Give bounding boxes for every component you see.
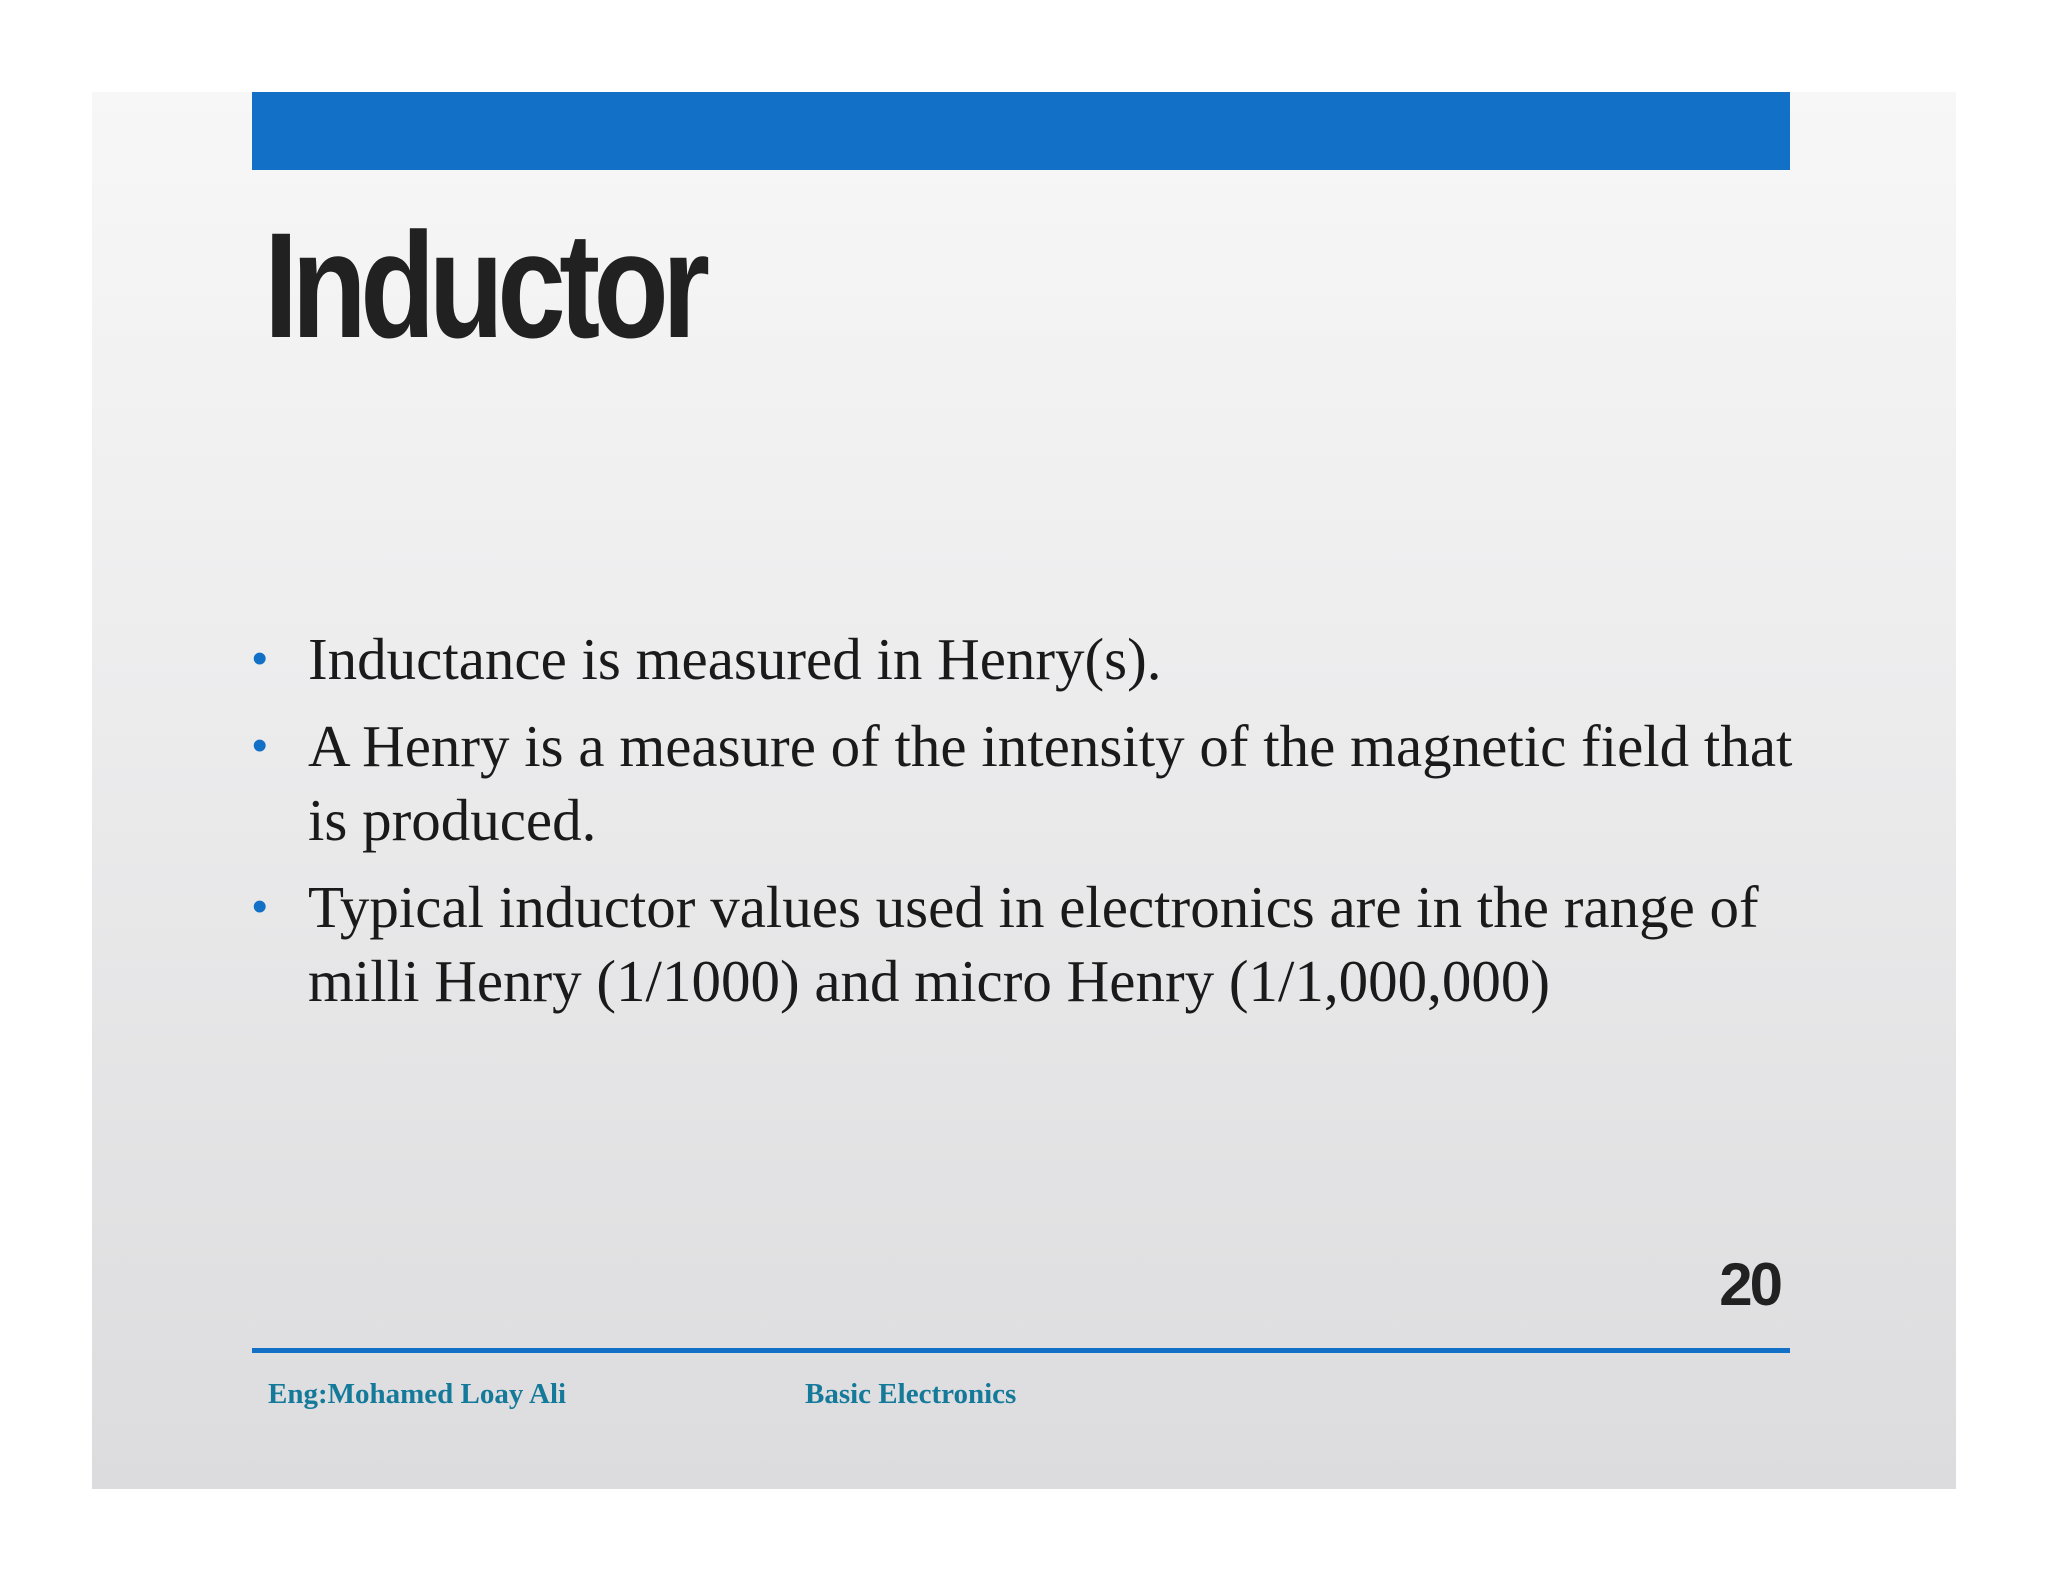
bullet-item: [252, 870, 1812, 1018]
bullet-item: [252, 709, 1812, 857]
bullet-icon: •: [252, 882, 268, 931]
footer-course: Basic Electronics: [805, 1378, 1017, 1410]
page-number: 20: [1719, 1251, 1780, 1318]
bullet-icon: •: [252, 721, 268, 770]
bullet-text: A Henry is a measure of the intensity of the magnetic field that is produced.: [308, 713, 1793, 853]
footer-author: Eng:Mohamed Loay Ali: [268, 1378, 567, 1410]
bullet-list: [252, 622, 1812, 1031]
bullet-text: Typical inductor values used in electronics are in the range of milli Henry (1/1000) and micro Henry (1/1,000,000): [308, 874, 1759, 1014]
bullet-text: Inductance is measured in Henry(s).: [308, 626, 1162, 692]
slide: [92, 92, 1956, 1489]
slide-title: Inductor: [264, 201, 704, 369]
footer-divider: [252, 1348, 1790, 1353]
top-accent-bar: [252, 92, 1790, 170]
bullet-icon: •: [252, 634, 268, 683]
bullet-item: [252, 622, 1812, 696]
